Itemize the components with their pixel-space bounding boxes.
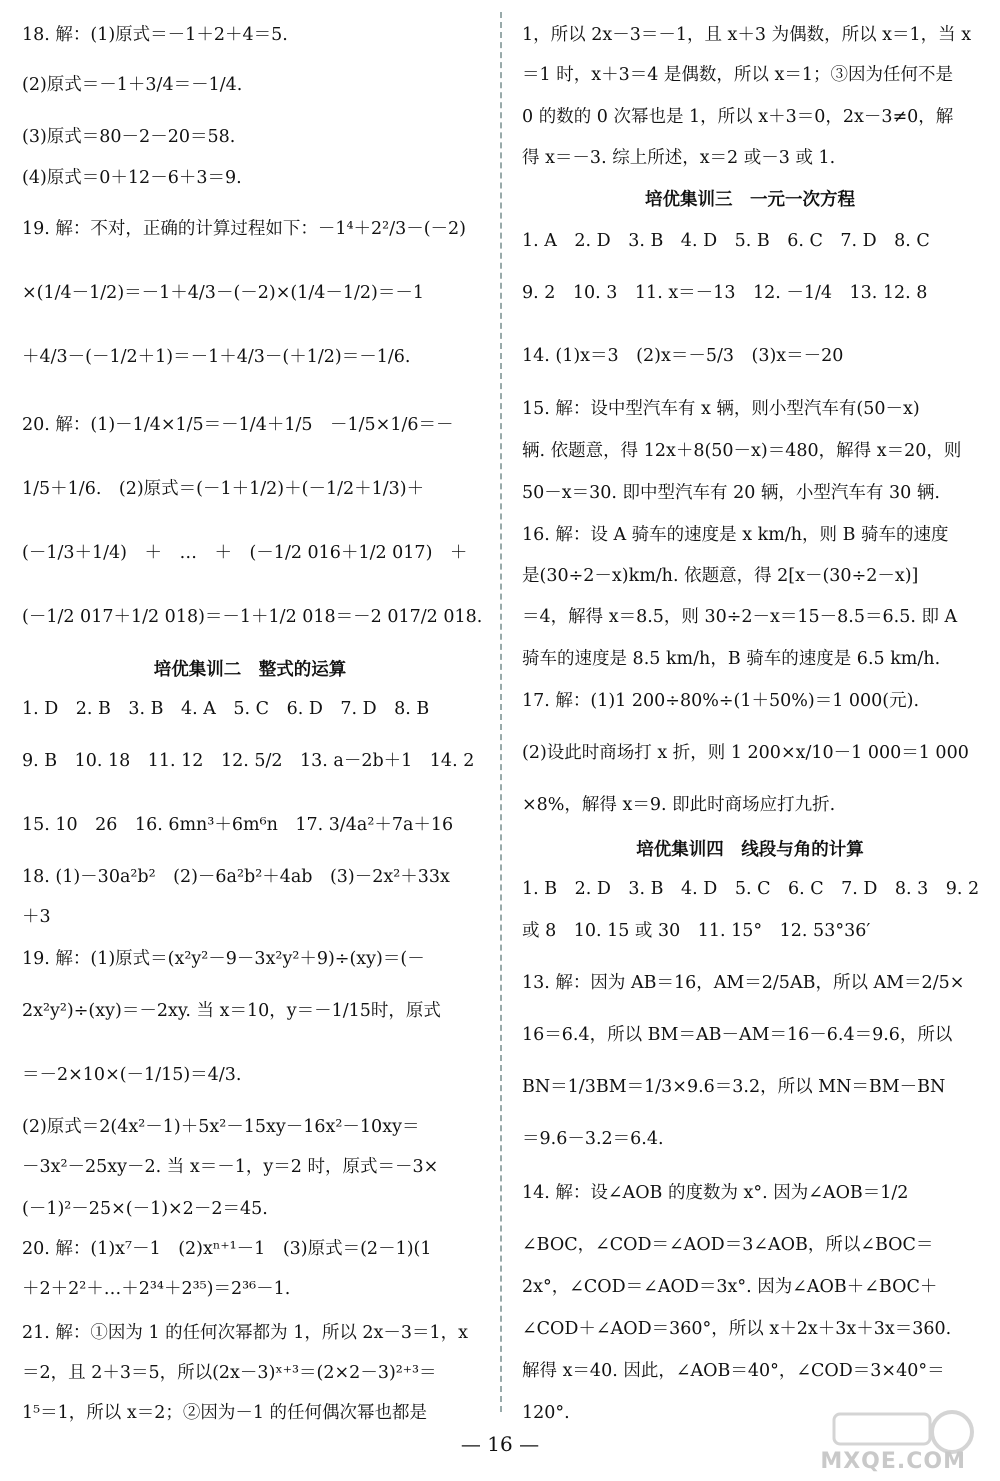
right-line: 1，所以 2x－3＝－1，且 x＋3 为偶数，所以 x＝1，当 x [522, 25, 972, 45]
right-line: 17. 解：(1)1 200÷80%÷(1＋50%)＝1 000(元). [522, 691, 920, 711]
right-line: 1. B 2. D 3. B 4. D 5. C 6. C 7. D 8. 3 9. 2 [522, 879, 980, 899]
right-line: 1. A 2. D 3. B 4. D 5. B 6. C 7. D 8. C [522, 231, 930, 251]
column-divider [500, 12, 502, 1412]
right-line: 14. 解：设∠AOB 的度数为 x°. 因为∠AOB＝1/2 [522, 1183, 909, 1203]
right-line: ＝4，解得 x＝8.5，则 30÷2－x＝15－8.5＝6.5. 即 A [522, 607, 958, 627]
right-line: 得 x＝－3. 综上所述，x＝2 或－3 或 1. [522, 148, 836, 168]
left-line: 19. 解：不对，正确的计算过程如下：－1⁴＋2²/3－(－2) [22, 219, 467, 239]
left-line: 21. 解：①因为 1 的任何次幂都为 1，所以 2x－3＝1，x [22, 1323, 469, 1343]
right-line: 辆. 依题意，得 12x＋8(50－x)＝480，解得 x＝20，则 [522, 441, 962, 461]
right-line: ∠BOC，∠COD＝∠AOD＝3∠AOB，所以∠BOC＝ [522, 1235, 934, 1255]
left-line: 18. (1)－30a²b² (2)－6a²b²＋4ab (3)－2x²＋33x [22, 867, 450, 887]
left-line: ×(1/4－1/2)＝－1＋4/3－(－2)×(1/4－1/2)＝－1 [22, 283, 425, 303]
left-line: (－1)²－25×(－1)×2－2＝45. [22, 1199, 268, 1219]
right-line: 16. 解：设 A 骑车的速度是 x km/h，则 B 骑车的速度 [522, 525, 949, 545]
left-line: (4)原式＝0＋12－6＋3＝9. [22, 168, 242, 188]
right-line: 9. 2 10. 3 11. x＝－13 12. －1/4 13. 12. 8 [522, 283, 928, 303]
right-line: 15. 解：设中型汽车有 x 辆，则小型汽车有(50－x) [522, 399, 920, 419]
left-line: ＋2＋2²＋…＋2³⁴＋2³⁵)＝2³⁶－1. [22, 1279, 291, 1299]
left-line: (2)原式＝－1＋3/4＝－1/4. [22, 75, 243, 95]
left-line: 1/5＋1/6. (2)原式＝(－1＋1/2)＋(－1/2＋1/3)＋ [22, 479, 425, 499]
section-heading-3: 培优集训三 一元一次方程 [645, 190, 855, 210]
right-line: 14. (1)x＝3 (2)x＝－5/3 (3)x＝－20 [522, 346, 844, 366]
left-line: ＋4/3－(－1/2＋1)＝－1＋4/3－(＋1/2)＝－1/6. [22, 347, 411, 367]
right-line: 是(30÷2－x)km/h. 依题意，得 2[x－(30÷2－x)] [522, 566, 919, 586]
right-line: ＝9.6－3.2＝6.4. [522, 1129, 664, 1149]
left-line: －3x²－25xy－2. 当 x＝－1，y＝2 时，原式＝－3× [22, 1157, 439, 1177]
section-heading-2: 培优集训二 整式的运算 [153, 660, 347, 680]
right-line: ＝1 时，x＋3＝4 是偶数，所以 x＝1；③因为任何不是 [522, 65, 953, 85]
left-line: (－1/3＋1/4) ＋ … ＋ (－1/2 016＋1/2 017) ＋ [22, 543, 468, 563]
right-line: 2x°，∠COD＝∠AOD＝3x°. 因为∠AOB＋∠BOC＋ [522, 1277, 938, 1297]
right-line: 16＝6.4，所以 BM＝AB－AM＝16－6.4＝9.6，所以 [522, 1025, 953, 1045]
right-line: ∠COD＋∠AOD＝360°，所以 x＋2x＋3x＋3x＝360. [522, 1319, 952, 1339]
left-line: 19. 解：(1)原式＝(x²y²－9－3x²y²＋9)÷(xy)＝(－ [22, 949, 425, 969]
left-line: 18. 解：(1)原式＝－1＋2＋4＝5. [22, 25, 288, 45]
right-line: 骑车的速度是 8.5 km/h，B 骑车的速度是 6.5 km/h. [522, 649, 941, 669]
left-line: 9. B 10. 18 11. 12 12. 5/2 13. a－2b＋1 14. 2 [22, 751, 475, 771]
left-line: (3)原式＝80－2－20＝58. [22, 127, 236, 147]
left-line: ＋3 [22, 907, 51, 927]
right-line: 或 8 10. 15 或 30 11. 15° 12. 53°36′ [522, 921, 871, 941]
left-line: 15. 10 26 16. 6mn³＋6m⁶n 17. 3/4a²＋7a＋16 [22, 815, 454, 835]
left-line: ＝－2×10×(－1/15)＝4/3. [22, 1065, 242, 1085]
right-line: 50－x＝30. 即中型汽车有 20 辆，小型汽车有 30 辆. [522, 483, 940, 503]
left-line: 1⁵＝1，所以 x＝2；②因为－1 的任何偶次幂也都是 [22, 1403, 428, 1423]
left-line: 20. 解：(1)x⁷－1 (2)xⁿ⁺¹－1 (3)原式＝(2－1)(1 [22, 1239, 432, 1259]
page-number: — 16 — [460, 1432, 540, 1456]
right-line: ×8%，解得 x＝9. 即此时商场应打九折. [522, 795, 836, 815]
section-heading-4: 培优集训四 线段与角的计算 [636, 840, 864, 860]
left-line: 1. D 2. B 3. B 4. A 5. C 6. D 7. D 8. B [22, 699, 430, 719]
right-line: 120°. [522, 1403, 570, 1423]
right-line: BN＝1/3BM＝1/3×9.6＝3.2，所以 MN＝BM－BN [522, 1077, 946, 1097]
right-line: 13. 解：因为 AB＝16，AM＝2/5AB，所以 AM＝2/5× [522, 973, 965, 993]
left-line: 20. 解：(1)－1/4×1/5＝－1/4＋1/5 －1/5×1/6＝－ [22, 415, 454, 435]
right-line: 0 的数的 0 次幂也是 1，所以 x＋3＝0，2x－3≠0，解 [522, 107, 954, 127]
watermark-text: MXQE.COM [820, 1449, 966, 1474]
left-line: (2)原式＝2(4x²－1)＋5x²－15xy－16x²－10xy＝ [22, 1117, 420, 1137]
right-line: 解得 x＝40. 因此，∠AOB＝40°，∠COD＝3×40°＝ [522, 1361, 945, 1381]
left-line: (－1/2 017＋1/2 018)＝－1＋1/2 018＝－2 017/2 018. [22, 607, 483, 627]
right-line: (2)设此时商场打 x 折，则 1 200×x/10－1 000＝1 000 [522, 743, 969, 763]
left-line: ＝2，且 2＋3＝5，所以(2x－3)ˣ⁺³＝(2×2－3)²⁺³＝ [22, 1363, 437, 1383]
left-line: 2x²y²)÷(xy)＝－2xy. 当 x＝10，y＝－1/15时，原式 [22, 1001, 441, 1021]
